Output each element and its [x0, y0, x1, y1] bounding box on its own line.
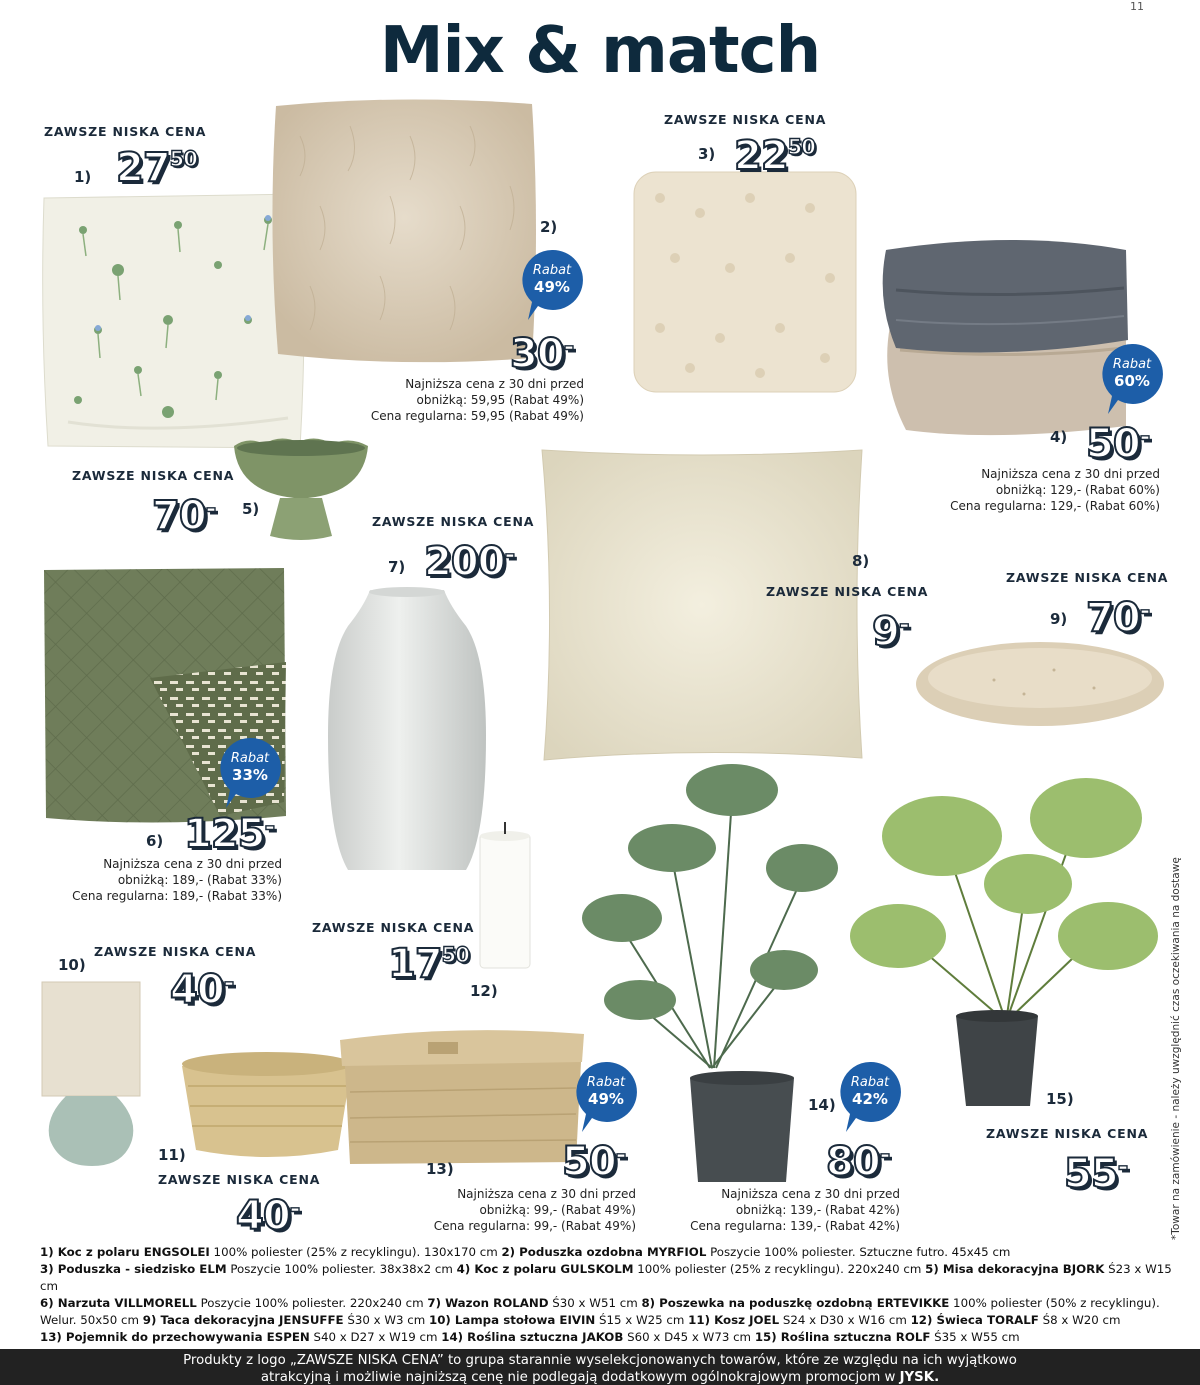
footer-line-2: atrakcyjną i możliwie najniższą cenę nie podlegają dodatkowym ogólnokrajowym promocjom w JYSK. [260, 1369, 940, 1385]
low-price-label-15: ZAWSZE NISKA CENA [986, 1126, 1149, 1141]
price-info-4: Najniższa cena z 30 dni przed obniżką: 129,- (Rabat 60%) Cena regularna: 129,- (Rabat 60%) [950, 467, 1160, 514]
product-spec: Ś30 x W51 cm [548, 1296, 642, 1311]
price-info-2: Najniższa cena z 30 dni przed obniżką: 59,95 (Rabat 49%) Cena regularna: 59,95 (Rabat 49%) [370, 377, 584, 424]
price-2: 30- [510, 331, 574, 377]
price-10: 40- [170, 967, 234, 1013]
stone-vase-image [326, 586, 488, 876]
svg-text:49%: 49% [588, 1090, 624, 1108]
delivery-note: *Towar na zamówienie - należy uwzględnić czas oczekiwania na dostawę [1170, 857, 1182, 1240]
product-name: 15) Roślina sztuczna ROLF [754, 1330, 931, 1345]
price-14: 80- [826, 1139, 890, 1185]
folded-blankets-image [876, 230, 1136, 445]
product-name: 8) Poszewka na poduszkę ozdobną ERTEVIKKE [641, 1296, 950, 1311]
discount-badge-4 [1100, 342, 1164, 416]
page-number: 11 [1130, 0, 1144, 13]
product-name: 13) Pojemnik do przechowywania ESPEN [40, 1330, 310, 1345]
product-spec: S40 x D27 x W19 cm [309, 1330, 442, 1345]
price-1: $27^{50}$ [116, 145, 197, 191]
svg-text:Rabat: Rabat [230, 751, 270, 766]
price-info-6: Najniższa cena z 30 dni przed obniżką: 189,- (Rabat 33%) Cena regularna: 189,- (Rabat 33%) [72, 857, 282, 904]
velvet-pillow-image [536, 446, 868, 766]
discount-badge-13 [574, 1060, 638, 1134]
price-15: 55- [1064, 1151, 1128, 1197]
product-name: 2) Poduszka ozdobna MYRFIOL [501, 1245, 707, 1259]
discount-badge-2 [520, 248, 584, 322]
low-price-label-10: ZAWSZE NISKA CENA [94, 944, 257, 959]
product-spec: Poszycie 100% poliester. Sztuczne futro. 45x45 cm [706, 1245, 1011, 1259]
price-info-13: Najniższa cena z 30 dni przed obniżką: 99,- (Rabat 49%) Cena regularna: 99,- (Rabat 49%) [433, 1187, 636, 1234]
low-price-label-11: ZAWSZE NISKA CENA [158, 1172, 321, 1187]
product-name: 7) Wazon ROLAND [427, 1296, 549, 1311]
product-name: 4) Koc z polaru GULSKOLM [456, 1262, 634, 1277]
product-number-15: 15) [1046, 1090, 1074, 1108]
fur-pillow-image [270, 96, 540, 364]
product-number-7: 7) [388, 558, 406, 576]
price-4: 50- [1086, 421, 1150, 467]
brand-name: JYSK. [899, 1369, 940, 1385]
description-line-1 [40, 1244, 1190, 1261]
product-spec: 100% poliester (50% z recyklingu). [949, 1296, 1160, 1311]
product-name: 3) Poduszka - siedzisko ELM [40, 1262, 227, 1277]
product-number-4: 4) [1050, 428, 1068, 446]
product-spec: Ś30 x W3 cm [343, 1313, 429, 1328]
low-price-label-1: ZAWSZE NISKA CENA [44, 124, 207, 139]
svg-text:60%: 60% [1114, 372, 1150, 390]
product-spec: Ś35 x W55 cm [930, 1330, 1020, 1345]
footer-line-1: Produkty z logo „ZAWSZE NISKA CENA” to grupa starannie wyselekcjonowanych towarów, które ze względu na ich wyjątkowo [183, 1353, 1017, 1368]
discount-badge-6 [218, 736, 282, 810]
product-name: 1) Koc z polaru ENGSOLEI [40, 1245, 210, 1259]
product-spec: 100% poliester (25% z recyklingu). 130x170 cm [209, 1245, 502, 1259]
product-number-12: 12) [470, 982, 498, 1000]
decorative-tray-image [914, 640, 1166, 738]
product-spec: Poszycie 100% poliester. 38x38x2 cm [226, 1262, 457, 1277]
product-spec: Welur. 50x50 cm [40, 1313, 143, 1328]
boucle-cushion-image [630, 168, 860, 396]
table-lamp-image [36, 978, 148, 1172]
svg-text:Rabat: Rabat [850, 1075, 890, 1090]
price-12: $17^{50}$ [388, 941, 469, 987]
product-number-2: 2) [540, 218, 558, 236]
low-price-label-3: ZAWSZE NISKA CENA [664, 112, 827, 127]
product-spec: S24 x D30 x W16 cm [779, 1313, 911, 1328]
price-8: 9- [872, 609, 909, 655]
description-line-3 [40, 1295, 1190, 1312]
svg-text:42%: 42% [852, 1090, 888, 1108]
product-name: 14) Roślina sztuczna JAKOB [441, 1330, 624, 1345]
decorative-bowl-image [228, 432, 374, 544]
product-spec: Ś23 x W15 cm [40, 1262, 1172, 1294]
product-spec: Ś15 x W25 cm [595, 1313, 689, 1328]
price-3: $22^{50}$ [734, 133, 815, 179]
product-number-6: 6) [146, 832, 164, 850]
price-9: 70- [1086, 595, 1150, 641]
product-number-10: 10) [58, 956, 86, 974]
svg-text:Rabat: Rabat [1112, 357, 1152, 372]
product-number-3: 3) [698, 145, 716, 163]
low-price-label-12: ZAWSZE NISKA CENA [312, 920, 475, 935]
page-title: Mix & match [379, 14, 821, 88]
storage-box-image [336, 1022, 588, 1168]
description-line-5 [40, 1329, 1190, 1346]
woven-basket-image [178, 1046, 356, 1162]
description-line-2 [40, 1261, 1190, 1295]
svg-text:Rabat: Rabat [586, 1075, 626, 1090]
product-spec: S60 x D45 x W73 cm [623, 1330, 755, 1345]
price-info-14: Najniższa cena z 30 dni przed obniżką: 139,- (Rabat 42%) Cena regularna: 139,- (Rabat 42%) [690, 1187, 900, 1234]
product-name: 6) Narzuta VILLMORELL [40, 1296, 197, 1311]
product-number-9: 9) [1050, 610, 1068, 628]
svg-text:49%: 49% [534, 278, 570, 296]
product-spec: Poszycie 100% poliester. 220x240 cm [196, 1296, 428, 1311]
price-6: 125- [184, 811, 275, 857]
low-price-label-5: ZAWSZE NISKA CENA [72, 468, 235, 483]
price-13: 50- [562, 1139, 626, 1185]
price-5: 70- [152, 493, 216, 539]
product-name: 10) Lampa stołowa EIVIN [429, 1313, 596, 1328]
product-spec: 100% poliester (25% z recyklingu). 220x240 cm [633, 1262, 926, 1277]
price-11: 40- [236, 1193, 300, 1239]
pillar-candle-image [476, 816, 534, 972]
product-number-1: 1) [74, 168, 92, 186]
discount-badge-14 [838, 1060, 902, 1134]
product-number-14: 14) [808, 1096, 836, 1114]
product-number-8: 8) [852, 552, 870, 570]
product-spec: Ś8 x W20 cm [1038, 1313, 1121, 1328]
product-descriptions [40, 1244, 1190, 1347]
product-name: 11) Kosz JOEL [688, 1313, 780, 1328]
svg-text:Rabat: Rabat [532, 263, 572, 278]
low-price-label-8: ZAWSZE NISKA CENA [766, 584, 929, 599]
product-name: 9) Taca dekoracyjna JENSUFFE [142, 1313, 344, 1328]
description-line-4 [40, 1312, 1190, 1329]
product-number-5: 5) [242, 500, 260, 518]
product-number-13: 13) [426, 1160, 454, 1178]
product-number-11: 11) [158, 1146, 186, 1164]
footer-disclaimer [0, 1349, 1200, 1385]
product-name: 12) Świeca TORALF [910, 1313, 1039, 1328]
product-name: 5) Misa dekoracyjna BJORK [925, 1262, 1105, 1277]
svg-text:33%: 33% [232, 766, 268, 784]
price-7: 200- [424, 539, 515, 585]
low-price-label-9: ZAWSZE NISKA CENA [1006, 570, 1169, 585]
low-price-label-7: ZAWSZE NISKA CENA [372, 514, 535, 529]
